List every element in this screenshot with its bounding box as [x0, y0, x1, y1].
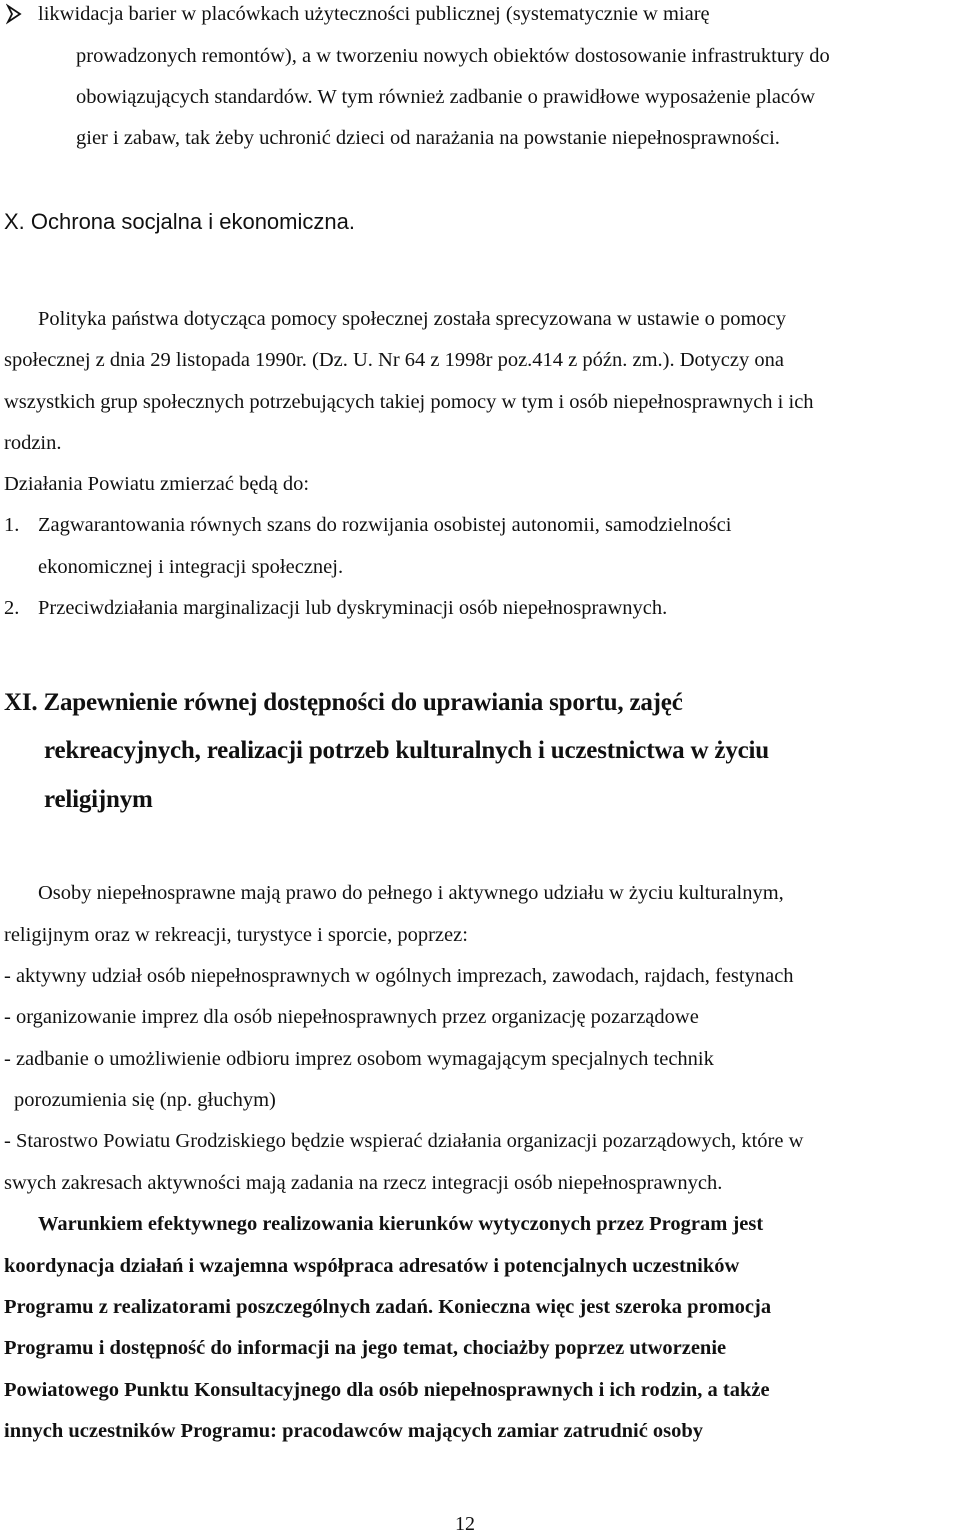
- bold-paragraph-line: Programu i dostępność do informacji na jego temat, chociażby poprzez utworzenie: [4, 1337, 727, 1359]
- section-xi-heading: XI. Zapewnienie równej dostępności do uprawiania sportu, zajęć: [4, 689, 683, 716]
- bullet-line: obowiązujących standardów. W tym również zadbanie o prawidłowe wyposażenie placów: [76, 86, 816, 108]
- paragraph-line: społecznej z dnia 29 listopada 1990r. (Dz. U. Nr 64 z 1998r poz.414 z późn. zm.). Dotyczy ona: [4, 349, 784, 371]
- paragraph-line: Polityka państwa dotycząca pomocy społecznej została sprecyzowana w ustawie o pomocy: [38, 308, 786, 330]
- section-xi-heading: religijnym: [44, 786, 153, 813]
- paragraph-line: porozumienia się (np. głuchym): [14, 1089, 276, 1111]
- paragraph-line: swych zakresach aktywności mają zadania na rzecz integracji osób niepełnosprawnych.: [4, 1172, 723, 1194]
- list-item-line: Zagwarantowania równych szans do rozwijania osobistej autonomii, samodzielności: [38, 514, 732, 536]
- page-number: 12: [455, 1513, 475, 1535]
- bold-paragraph-line: Powiatowego Punktu Konsultacyjnego dla osób niepełnosprawnych i ich rodzin, a także: [4, 1379, 770, 1401]
- bullet-line: likwidacja barier w placówkach użyteczności publicznej (systematycznie w miarę: [38, 3, 710, 25]
- paragraph-line: Osoby niepełnosprawne mają prawo do pełnego i aktywnego udziału w życiu kulturalnym,: [38, 882, 784, 904]
- paragraph-line: religijnym oraz w rekreacji, turystyce i sporcie, poprzez:: [4, 924, 468, 946]
- bold-paragraph-line: koordynacja działań i wzajemna współpraca adresatów i potencjalnych uczestników: [4, 1255, 740, 1277]
- list-item-number: 1.: [4, 514, 20, 536]
- bullet-line: prowadzonych remontów), a w tworzeniu nowych obiektów dostosowanie infrastruktury do: [76, 45, 830, 67]
- bullet-line: gier i zabaw, tak żeby uchronić dzieci od narażania na powstanie niepełnosprawności.: [76, 127, 780, 149]
- section-xi-heading: rekreacyjnych, realizacji potrzeb kulturalnych i uczestnictwa w życiu: [44, 737, 769, 764]
- bold-paragraph-line: innych uczestników Programu: pracodawców mających zamiar zatrudnić osoby: [4, 1420, 704, 1442]
- paragraph-line: - organizowanie imprez dla osób niepełnosprawnych przez organizację pozarządowe: [4, 1006, 699, 1028]
- section-x-heading: X. Ochrona socjalna i ekonomiczna.: [4, 209, 355, 234]
- paragraph-line: - zadbanie o umożliwienie odbioru imprez osobom wymagającym specjalnych technik: [4, 1048, 714, 1070]
- bold-paragraph-line: Programu z realizatorami poszczególnych zadań. Konieczna więc jest szeroka promocja: [4, 1296, 772, 1318]
- actions-label: Działania Powiatu zmierzać będą do:: [4, 473, 310, 495]
- paragraph-line: wszystkich grup społecznych potrzebujących takiej pomocy w tym i osób niepełnosprawnych i ich: [4, 391, 814, 413]
- paragraph-line: rodzin.: [4, 432, 62, 454]
- bold-paragraph-line: Warunkiem efektywnego realizowania kierunków wytyczonych przez Program jest: [38, 1213, 764, 1235]
- arrow-bullet-icon: [6, 3, 22, 25]
- list-item-line: Przeciwdziałania marginalizacji lub dyskryminacji osób niepełnosprawnych.: [38, 597, 668, 619]
- list-item-line: ekonomicznej i integracji społecznej.: [38, 556, 344, 578]
- list-item-number: 2.: [4, 597, 20, 619]
- paragraph-line: - Starostwo Powiatu Grodziskiego będzie wspierać działania organizacji pozarządowych, które w: [4, 1130, 804, 1152]
- paragraph-line: - aktywny udział osób niepełnosprawnych w ogólnych imprezach, zawodach, rajdach, festynach: [4, 965, 794, 987]
